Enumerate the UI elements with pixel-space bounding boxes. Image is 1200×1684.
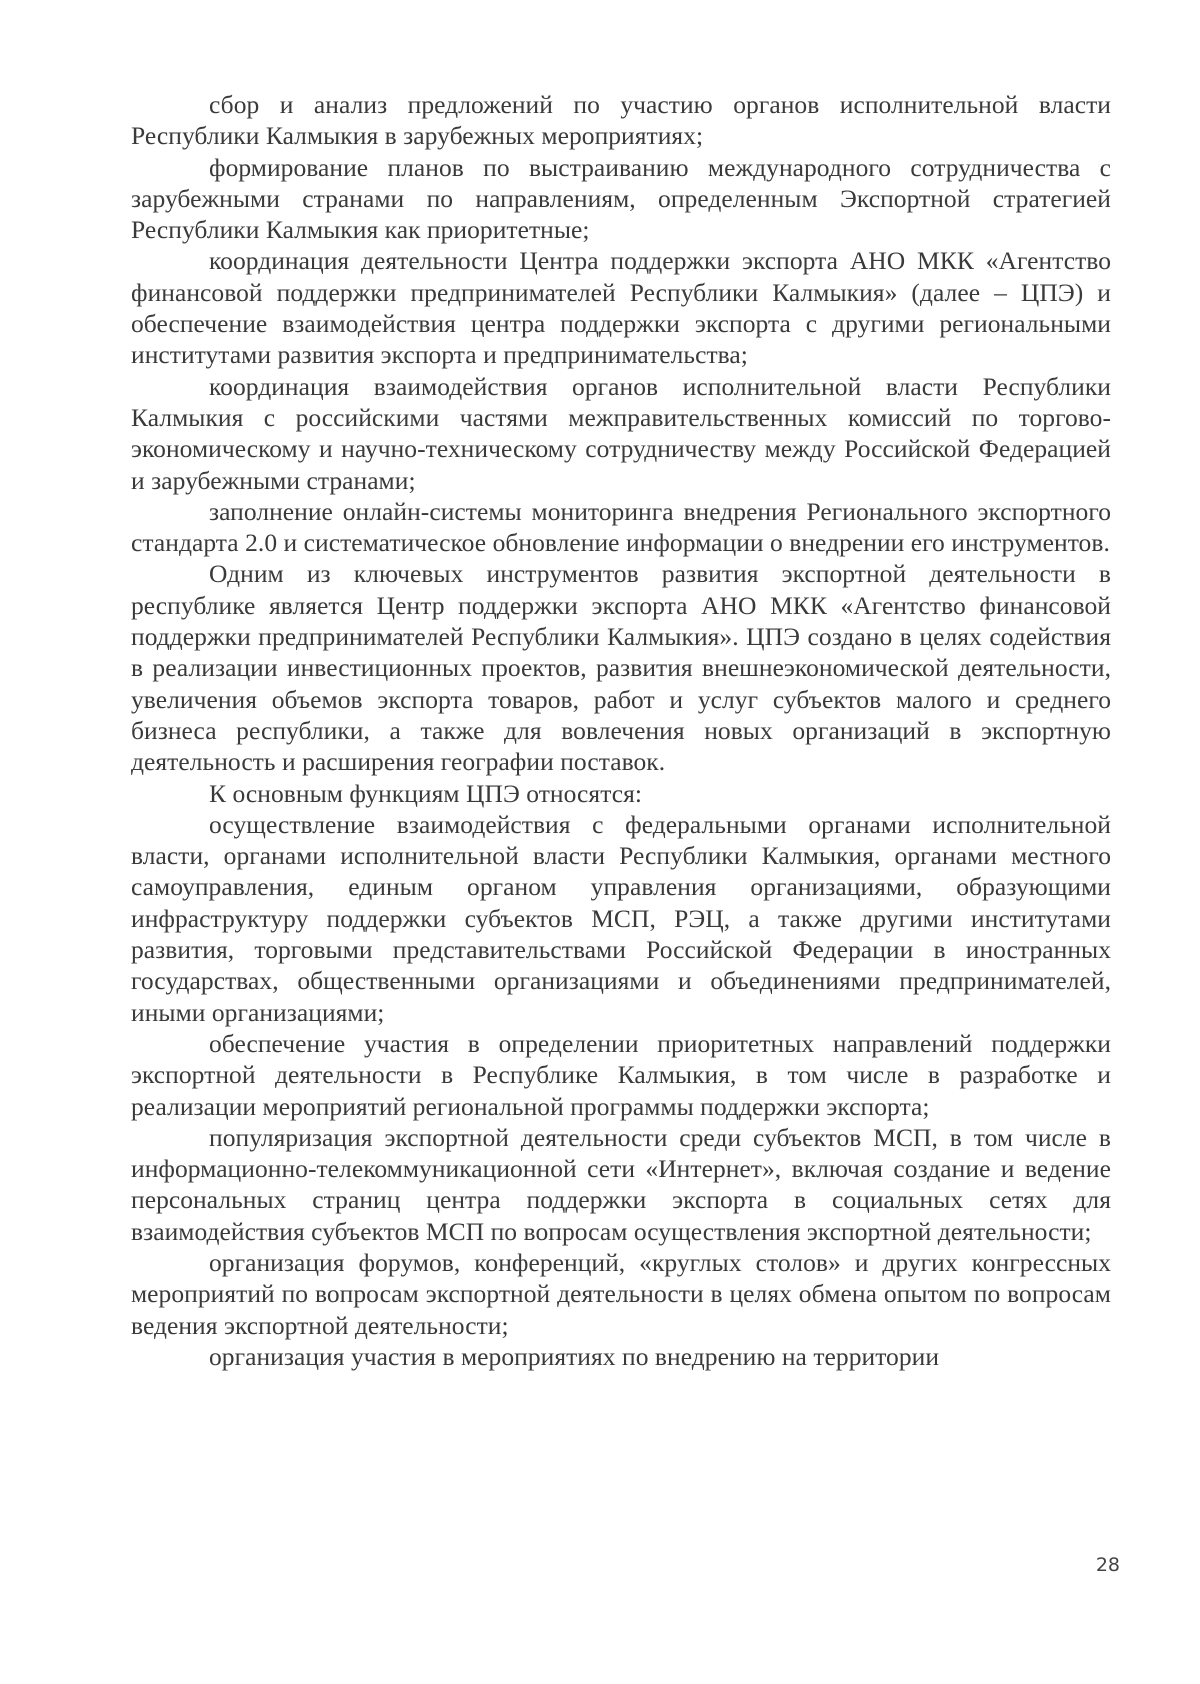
paragraph-interaction-function: осуществление взаимодействия с федеральными органами исполнительной власти, органами исполнительной власти Республики Калмыкия, органами местного самоуправления, единым органом управления организациями, образующими инфраструктуру поддержки субъектов МСП, РЭЦ, а также другими институтами развития, торговыми представительствами Российской Федерации в иностранных государствах, общественными организациями и объединениями предпринимателей, иными организациями; [131,809,1111,1027]
paragraph-priorities-function: обеспечение участия в определении приоритетных направлений поддержки экспортной деятельности в Республике Калмыкия, в том числе в разработке и реализации мероприятий региональной программы поддержки экспорта; [131,1028,1111,1121]
paragraph-forums-function: организация форумов, конференций, «круглых столов» и других конгрессных мероприятий по вопросам экспортной деятельности в целях обмена опытом по вопросам ведения экспортной деятельности; [131,1247,1111,1340]
paragraph-export-center-coordination: координация деятельности Центра поддержки экспорта АНО МКК «Агентство финансовой поддержки предпринимателей Республики Калмыкия» (далее – ЦПЭ) и обеспечение взаимодействия центра поддержки экспорта с другими региональными институтами развития экспорта и предпринимательства; [131,246,1111,370]
paragraph-participation-function: организация участия в мероприятиях по внедрению на территории [209,1341,940,1371]
paragraph-cooperation-plans: формирование планов по выстраиванию международного сотрудничества с зарубежными странами по направлениям, определенным Экспортной стратегией Республики Калмыкия как приоритетные; [131,152,1111,245]
paragraph-monitoring-system: заполнение онлайн-системы мониторинга внедрения Регионального экспортного стандарта 2.0 и систематическое обновление информации о внедрении его инструментов. [131,496,1111,558]
paragraph-popularization-function: популяризация экспортной деятельности среди субъектов МСП, в том числе в информационно-телекоммуникационной сети «Интернет», включая создание и ведение персональных страниц центра поддержки экспорта в социальных сетях для взаимодействия субъектов МСП по вопросам осуществления экспортной деятельности; [131,1122,1111,1246]
paragraph-functions-heading: К основным функциям ЦПЭ относятся: [209,778,642,808]
document-body [131,89,1111,1372]
paragraph-export-center-description: Одним из ключевых инструментов развития экспортной деятельности в республике является Центр поддержки экспорта АНО МКК «Агентство финансовой поддержки предпринимателей Республики Калмыкия». ЦПЭ создано в целях содействия в реализации инвестиционных проектов, развития внешнеэкономической деятельности, увеличения объемов экспорта товаров, работ и услуг субъектов малого и среднего бизнеса республики, а также для вовлечения новых организаций в экспортную деятельность и расширения географии поставок. [131,559,1111,777]
paragraph-proposals-analysis: сбор и анализ предложений по участию органов исполнительной власти Республики Калмыкия в зарубежных мероприятиях; [131,90,1111,151]
page-number: 28 [1095,1554,1120,1576]
paragraph-commissions-coordination: координация взаимодействия органов исполнительной власти Республики Калмыкия с российскими частями межправительственных комиссий по торгово-экономическому и научно-техническому сотрудничеству между Российской Федерацией и зарубежными странами; [131,371,1111,495]
